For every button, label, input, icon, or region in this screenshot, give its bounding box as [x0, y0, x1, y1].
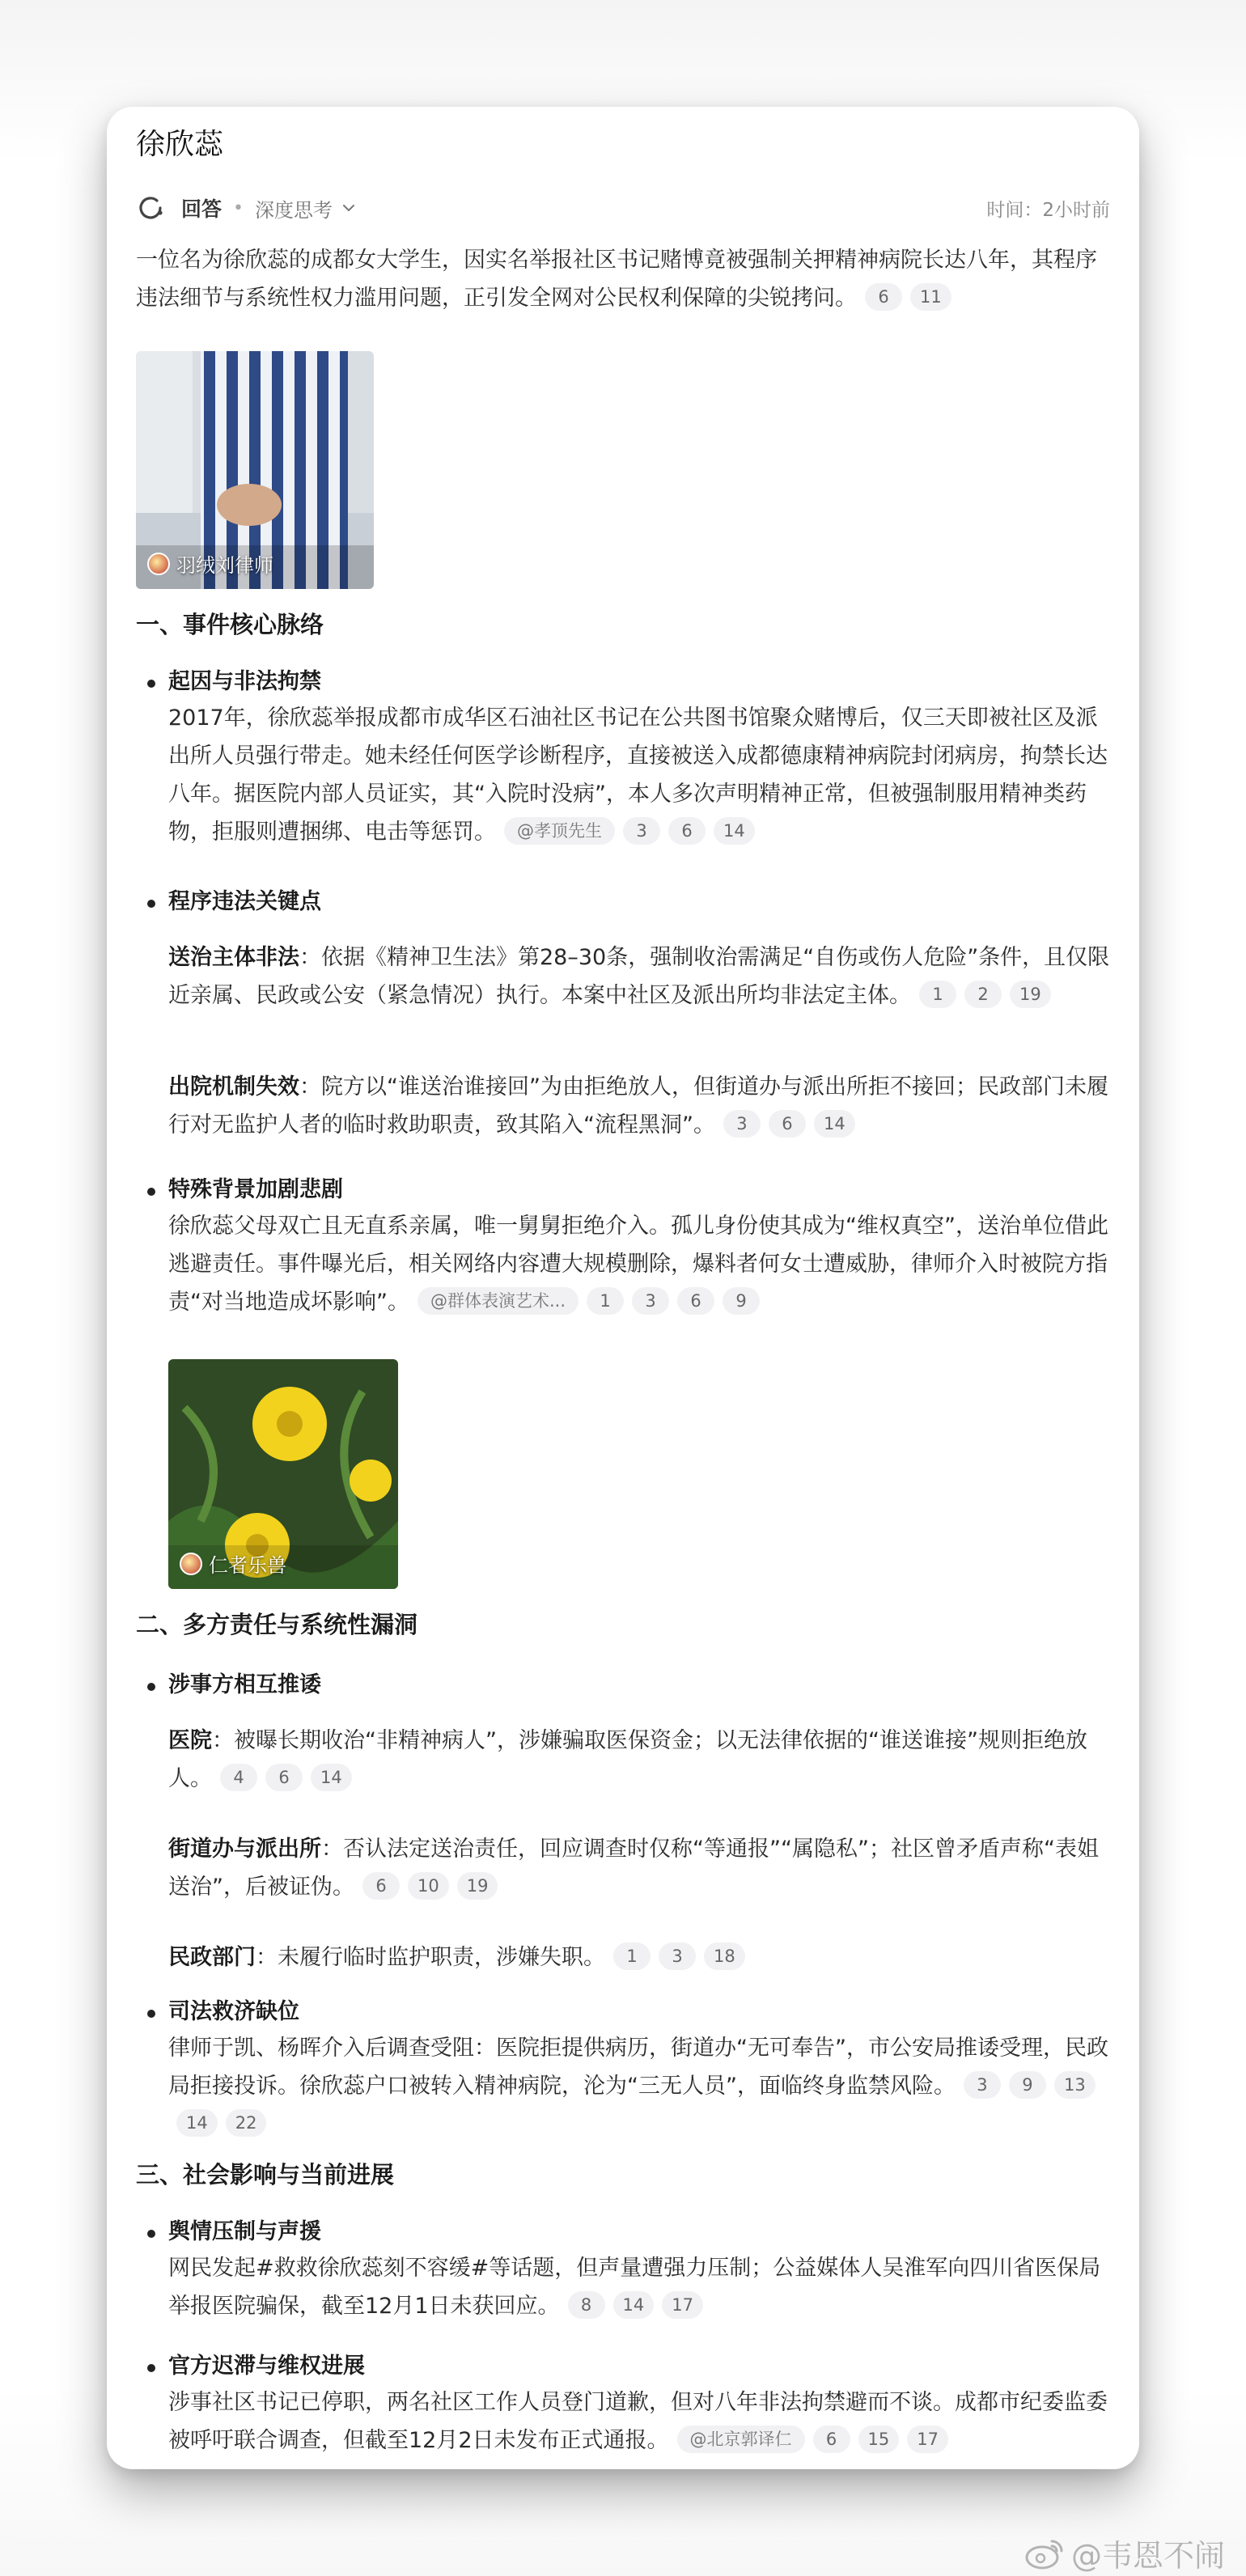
answer-toolbar [136, 188, 1110, 228]
citation-ref[interactable]: 6 [677, 1287, 714, 1315]
citation-ref[interactable]: 3 [659, 1943, 696, 1970]
author-name: 羽绒刘律师 [176, 554, 273, 577]
citation-ref[interactable]: 3 [632, 1287, 669, 1315]
citation-ref[interactable]: 6 [668, 817, 706, 845]
citation-ref[interactable]: 3 [964, 2071, 1001, 2099]
bullet-paragraph [168, 1207, 1110, 1321]
citation-ref[interactable]: 15 [858, 2426, 900, 2453]
citation-ref[interactable]: 4 [220, 1764, 257, 1791]
bullet-dot [147, 900, 155, 908]
section-heading: 一、事件核心脉络 [136, 611, 324, 638]
sub-text: ：未履行临时监护职责，涉嫌失职。 [256, 1945, 605, 1970]
intro-text: 一位名为徐欣蕊的成都女大学生，因实名举报社区书记赌博竟被强制关押精神病院长达八年，其程序违法细节与系统性权力滥用问题，正引发全网对公民权利保障的尖锐拷问。 [136, 248, 1097, 311]
photo-caption [180, 1549, 286, 1578]
chevron-down-icon[interactable] [341, 200, 357, 216]
section-heading: 三、社会影响与当前进展 [136, 2161, 395, 2188]
citation-ref[interactable]: 14 [814, 1110, 855, 1138]
citation-ref[interactable]: 1 [587, 1287, 624, 1315]
citation-ref[interactable]: 9 [1009, 2071, 1046, 2099]
citation-ref[interactable]: 19 [1010, 981, 1051, 1008]
bullet-title: 官方迟滞与维权进展 [168, 2354, 365, 2379]
bullet-text: 徐欣蕊父母双亡且无直系亲属，唯一舅舅拒绝介入。孤儿身份使其成为“维权真空”，送治单位借此逃避责任。事件曝光后，相关网络内容遭大规模删除，爆料者何女士遭威胁，律师介入时被院方指责“对当地造成坏影响”。 [168, 1214, 1108, 1315]
weibo-watermark [1024, 2531, 1225, 2575]
sub-label: 民政部门 [168, 1945, 256, 1970]
citation-ref[interactable]: 14 [613, 2291, 655, 2319]
bullet-dot [147, 680, 155, 688]
sub-label: 医院 [168, 1728, 212, 1753]
bullet-text: 涉事社区书记已停职，两名社区工作人员登门道歉，但对八年非法拘禁避而不谈。成都市纪委监委被呼吁联合调查，但截至12月2日未发布正式通报。 [168, 2390, 1108, 2453]
citation-ref[interactable]: 19 [457, 1872, 498, 1900]
citation-ref[interactable]: 3 [723, 1110, 761, 1138]
citation-ref[interactable]: 8 [568, 2291, 605, 2319]
citation-ref[interactable]: 9 [723, 1287, 760, 1315]
bullet-text: 网民发起#救救徐欣蕊刻不容缓#等话题，但声量遭强力压制；公益媒体人吴淮军向四川省医保局举报医院骗保，截至12月1日未获回应。 [168, 2256, 1101, 2319]
bullet-dot [147, 1188, 155, 1196]
bullet-title: 起因与非法拘禁 [168, 669, 321, 694]
photo-thumbnail[interactable] [136, 351, 374, 589]
citation-ref[interactable]: 6 [769, 1110, 806, 1138]
bullet-title: 程序违法关键点 [168, 889, 321, 914]
sub-paragraph [168, 1830, 1110, 1906]
citation-ref[interactable]: 2 [964, 981, 1002, 1008]
answer-label: 回答 [181, 197, 222, 221]
author-avatar [180, 1553, 202, 1575]
bullet-dot [147, 2364, 155, 2372]
sub-paragraph [168, 1068, 1110, 1144]
citation-ref[interactable]: 14 [311, 1764, 352, 1791]
sub-paragraph [168, 1938, 1110, 1976]
sub-paragraph [168, 1722, 1110, 1798]
source-ref[interactable]: @群体表演艺术... [417, 1287, 578, 1315]
sub-text: ：院方以“谁送治谁接回”为由拒绝放人，但街道办与派出所拒不接回；民政部门未履行对无监护人者的临时救助职责，致其陷入“流程黑洞”。 [168, 1074, 1108, 1138]
bullet-dot [147, 2230, 155, 2238]
citation-ref[interactable]: 6 [865, 283, 902, 311]
section-heading: 二、多方责任与系统性漏洞 [136, 1611, 418, 1638]
timestamp: 时间：2小时前 [986, 199, 1110, 221]
author-avatar [147, 553, 170, 575]
bullet-paragraph [168, 2249, 1110, 2325]
author-name: 仁者乐兽 [209, 1554, 286, 1577]
source-ref[interactable]: @北京郭译仁 [677, 2426, 805, 2453]
citation-ref[interactable]: 17 [662, 2291, 703, 2319]
citation-ref[interactable]: 6 [265, 1764, 303, 1791]
weibo-icon [1024, 2536, 1065, 2570]
citation-ref[interactable]: 22 [226, 2109, 267, 2137]
sub-text: ：被曝长期收治“非精神病人”，涉嫌骗取医保资金；以无法律依据的“谁送谁接”规则拒绝放人。 [168, 1728, 1087, 1791]
sub-text: ：依据《精神卫生法》第28–30条，强制收治需满足“自伤或伤人危险”条件，且仅限近亲属、民政或公安（紧急情况）执行。本案中社区及派出所均非法定主体。 [168, 945, 1110, 1008]
source-ref[interactable]: @孝顶先生 [504, 817, 615, 845]
watermark-text: @韦恩不闹 [1071, 2538, 1226, 2574]
citation-ref[interactable]: 6 [813, 2426, 850, 2453]
citation-ref[interactable]: 6 [362, 1872, 400, 1900]
citation-ref[interactable]: 10 [408, 1872, 449, 1900]
bullet-paragraph [168, 699, 1110, 851]
sub-paragraph [168, 938, 1110, 1015]
citation-ref[interactable]: 1 [613, 1943, 651, 1970]
bullet-paragraph [168, 2029, 1110, 2143]
citation-ref[interactable]: 17 [907, 2426, 948, 2453]
bullet-title: 舆情压制与声援 [168, 2219, 321, 2244]
bullet-dot [147, 1683, 155, 1691]
page-title: 徐欣蕊 [136, 128, 224, 161]
citation-ref[interactable]: 18 [704, 1943, 745, 1970]
bullet-title: 司法救济缺位 [168, 1999, 299, 2024]
citation-ref[interactable]: 14 [176, 2109, 218, 2137]
citation-ref[interactable]: 14 [714, 817, 755, 845]
bullet-text: 2017年，徐欣蕊举报成都市成华区石油社区书记在公共图书馆聚众赌博后，仅三天即被社区及派出所人员强行带走。她未经任何医学诊断程序，直接被送入成都德康精神病院封闭病房，拘禁长达八年。据医院内部人员证实，其“入院时没病”，本人多次声明精神正常，但被强制服用精神类药物，拒服则遭捆绑、电击等惩罚。 [168, 705, 1108, 845]
sub-label: 出院机制失效 [168, 1074, 299, 1099]
photo-caption [147, 549, 273, 578]
sub-label: 送治主体非法 [168, 945, 299, 970]
citation-ref[interactable]: 13 [1054, 2071, 1096, 2099]
photo-thumbnail[interactable] [168, 1359, 398, 1589]
citation-ref[interactable]: 3 [623, 817, 660, 845]
sub-text: ：否认法定送治责任，回应调查时仅称“等通报”“属隐私”；社区曾矛盾声称“表姐送治”，后被证伪。 [168, 1837, 1099, 1900]
bullet-text: 律师于凯、杨晖介入后调查受阻：医院拒提供病历，街道办“无可奉告”，市公安局推诿受理，民政局拒接投诉。徐欣蕊户口被转入精神病院，沦为“三无人员”，面临终身监禁风险。 [168, 2036, 1108, 2099]
intro-paragraph [136, 241, 1110, 317]
answer-card [107, 107, 1139, 2469]
sub-label: 街道办与派出所 [168, 1837, 321, 1862]
bullet-dot [147, 2010, 155, 2018]
citation-ref[interactable]: 1 [919, 981, 956, 1008]
deep-think-toggle[interactable]: 深度思考 [255, 198, 333, 222]
citation-ref[interactable]: 11 [910, 283, 951, 311]
bullet-paragraph [168, 2383, 1110, 2459]
bullet-title: 涉事方相互推诿 [168, 1672, 321, 1697]
separator-dot: • [233, 197, 244, 218]
refresh-icon[interactable] [136, 193, 165, 222]
bullet-title: 特殊背景加剧悲剧 [168, 1177, 343, 1202]
